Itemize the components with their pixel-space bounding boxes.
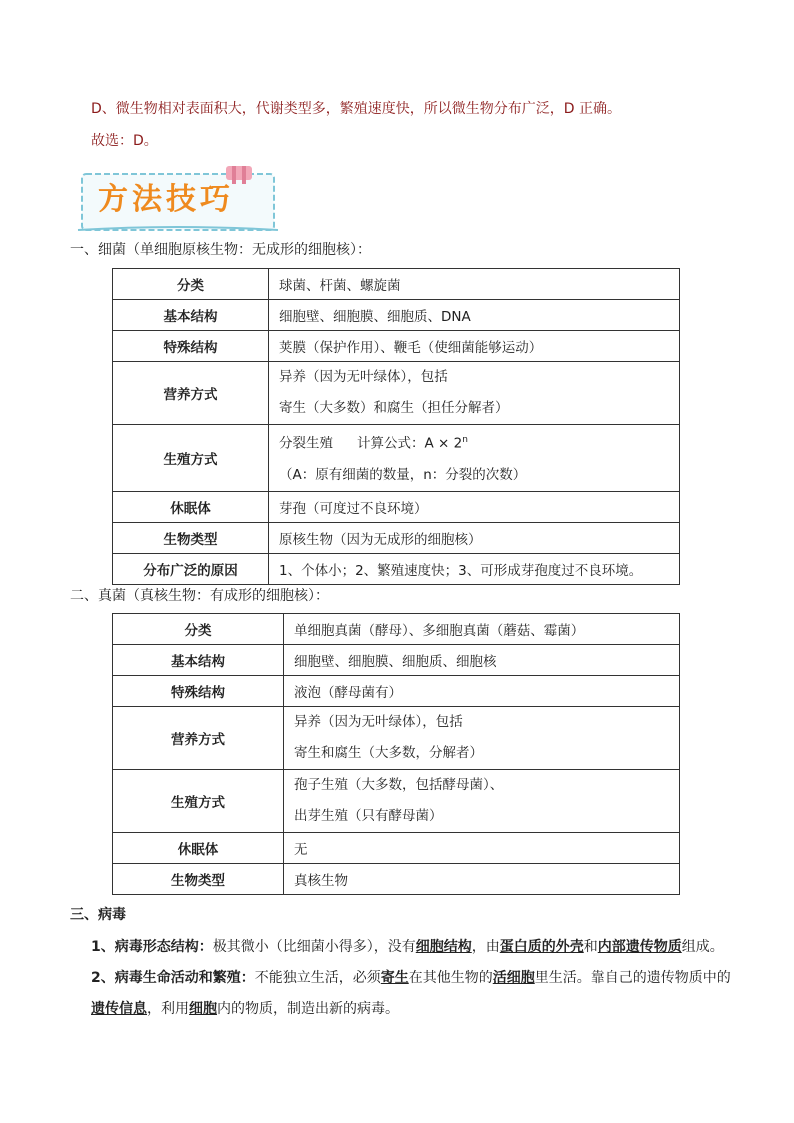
row-key: 休眠体 bbox=[113, 833, 284, 864]
answer-explanation: D、微生物相对表面积大，代谢类型多，繁殖速度快，所以微生物分布广泛，D 正确。 bbox=[91, 101, 622, 117]
row-value: 芽孢（可度过不良环境） bbox=[269, 491, 680, 522]
table-row bbox=[113, 553, 680, 584]
key-term: 遗传信息 bbox=[91, 1001, 147, 1017]
row-value-line: （A：原有细菌的数量，n：分裂的次数） bbox=[279, 466, 527, 483]
reproduction-type: 分裂生殖 bbox=[279, 435, 333, 452]
text-run: ，利用 bbox=[147, 1001, 189, 1017]
table-row bbox=[113, 770, 680, 833]
key-term: 活细胞 bbox=[492, 970, 535, 986]
row-key: 基本结构 bbox=[113, 300, 269, 331]
virus-structure-paragraph bbox=[91, 937, 724, 957]
table-row bbox=[113, 269, 680, 300]
text-run: 内的物质，制造出新的病毒。 bbox=[217, 1001, 399, 1017]
table-row bbox=[113, 676, 680, 707]
table-row bbox=[113, 833, 680, 864]
text-run: 在其他生物的 bbox=[408, 970, 493, 986]
table-row bbox=[113, 614, 680, 645]
row-value: 无 bbox=[284, 833, 680, 864]
text-run: 组成。 bbox=[681, 939, 724, 955]
row-key: 生物类型 bbox=[113, 522, 269, 553]
text-run: ，由 bbox=[471, 939, 500, 955]
text-run: 里生活。靠自己的遗传物质中的 bbox=[534, 970, 731, 986]
table-row bbox=[113, 707, 680, 770]
key-term: 细胞结构 bbox=[415, 939, 472, 955]
row-value-line: 寄生（大多数）和腐生（担任分解者） bbox=[279, 400, 509, 416]
row-value-line: 孢子生殖（大多数，包括酵母菌）、 bbox=[294, 777, 504, 793]
answer-conclusion: 故选：D。 bbox=[91, 133, 158, 149]
row-key: 特殊结构 bbox=[113, 331, 269, 362]
row-value: 原核生物（因为无成形的细胞核） bbox=[269, 522, 680, 553]
text-run: 和 bbox=[583, 939, 598, 955]
bacteria-heading: 一、细菌（单细胞原核生物：无成形的细胞核）： bbox=[70, 242, 371, 258]
row-value-line: 出芽生殖（只有酵母菌） bbox=[294, 808, 443, 824]
key-term: 寄生 bbox=[380, 970, 409, 986]
fungi-heading: 二、真菌（真核生物：有成形的细胞核）： bbox=[70, 588, 329, 604]
formula-exponent: n bbox=[462, 435, 468, 445]
row-key: 生殖方式 bbox=[113, 425, 269, 492]
key-term: 细胞 bbox=[189, 1001, 217, 1017]
paragraph-label: 2、病毒生命活动和繁殖： bbox=[91, 970, 255, 986]
row-key: 基本结构 bbox=[113, 645, 284, 676]
row-value-line bbox=[279, 425, 669, 460]
method-tips-banner bbox=[76, 166, 280, 234]
row-value-line: 寄生和腐生（大多数，分解者） bbox=[294, 745, 483, 761]
virus-heading: 三、病毒 bbox=[70, 907, 126, 923]
row-key: 休眠体 bbox=[113, 491, 269, 522]
key-term: 蛋白质的外壳 bbox=[499, 939, 584, 955]
row-value: 细胞壁、细胞膜、细胞质、细胞核 bbox=[284, 645, 680, 676]
row-value bbox=[284, 770, 680, 833]
table-row bbox=[113, 864, 680, 895]
row-value: 真核生物 bbox=[284, 864, 680, 895]
row-key: 生物类型 bbox=[113, 864, 284, 895]
row-value-line: 异养（因为无叶绿体），包括 bbox=[279, 369, 448, 385]
row-value: 荚膜（保护作用）、鞭毛（使细菌能够运动） bbox=[269, 331, 680, 362]
virus-reproduction-paragraph bbox=[91, 968, 731, 988]
table-row bbox=[113, 331, 680, 362]
key-term: 内部遗传物质 bbox=[597, 939, 682, 955]
row-key: 营养方式 bbox=[113, 362, 269, 425]
row-value: 球菌、杆菌、螺旋菌 bbox=[269, 269, 680, 300]
row-value: 单细胞真菌（酵母）、多细胞真菌（蘑菇、霉菌） bbox=[284, 614, 680, 645]
row-key: 分布广泛的原因 bbox=[113, 553, 269, 584]
fungi-table bbox=[112, 613, 680, 895]
row-key: 分类 bbox=[113, 614, 284, 645]
row-value: 细胞壁、细胞膜、细胞质、DNA bbox=[269, 300, 680, 331]
virus-reproduction-paragraph-cont bbox=[91, 999, 399, 1019]
row-key: 营养方式 bbox=[113, 707, 284, 770]
row-value: 液泡（酵母菌有） bbox=[284, 676, 680, 707]
table-row bbox=[113, 522, 680, 553]
table-row bbox=[113, 645, 680, 676]
banner-title: 方法技巧 bbox=[98, 182, 234, 217]
table-row bbox=[113, 425, 680, 492]
row-value-line: 异养（因为无叶绿体），包括 bbox=[294, 714, 463, 730]
bacteria-table bbox=[112, 268, 680, 585]
row-key: 生殖方式 bbox=[113, 770, 284, 833]
row-key: 特殊结构 bbox=[113, 676, 284, 707]
text-run: 不能独立生活，必须 bbox=[254, 970, 381, 986]
row-value: 1、个体小；2、繁殖速度快；3、可形成芽孢度过不良环境。 bbox=[269, 553, 680, 584]
row-value bbox=[269, 425, 680, 492]
paragraph-label: 1、病毒形态结构： bbox=[91, 939, 213, 955]
text-run: 极其微小（比细菌小得多），没有 bbox=[212, 939, 416, 955]
row-value bbox=[284, 707, 680, 770]
row-value bbox=[269, 362, 680, 425]
formula-text: 计算公式：A × 2 bbox=[357, 435, 463, 452]
table-row bbox=[113, 362, 680, 425]
table-row bbox=[113, 491, 680, 522]
row-key: 分类 bbox=[113, 269, 269, 300]
table-row bbox=[113, 300, 680, 331]
